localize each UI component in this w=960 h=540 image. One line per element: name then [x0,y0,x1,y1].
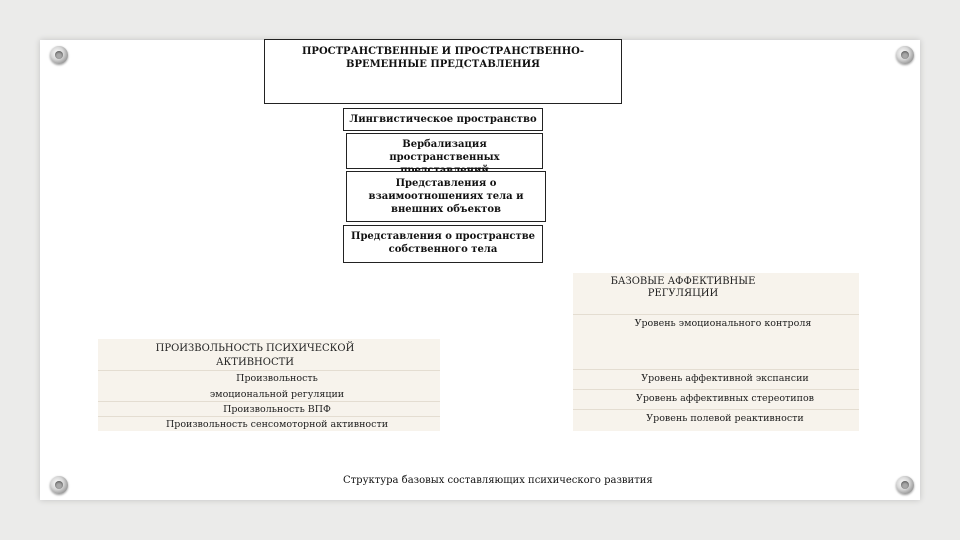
affective-title-line-1: БАЗОВЫЕ АФФЕКТИВНЫЕ [610,276,756,287]
level-4-line-2: собственного тела [388,244,498,255]
voluntary-title-line-1: ПРОИЗВОЛЬНОСТЬ ПСИХИЧЕСКОЙ [155,343,355,354]
pushpin-icon [50,46,68,64]
affective-title-line-2: РЕГУЛЯЦИИ [647,288,719,299]
level-3-line-3: внешних объектов [391,204,501,215]
spatial-representations-title-box [264,39,622,104]
level-box-body-objects [346,171,546,222]
level-1-text: Лингвистическое пространство [349,114,537,125]
figure-caption: Структура базовых составляющих психического развития [343,475,653,486]
level-3-line-1: Представления о [395,178,497,189]
pushpin-icon [896,46,914,64]
divider [573,314,859,315]
affective-item: Уровень аффективной экспансии [641,373,809,384]
level-box-linguistic [343,108,543,131]
affective-item: Уровень полевой реактивности [646,413,804,424]
voluntary-title-line-2: АКТИВНОСТИ [215,357,294,368]
voluntary-item: Произвольность [236,373,318,384]
voluntary-item: эмоциональной регуляции [209,389,345,400]
affective-title [583,276,783,300]
pushpin-icon [50,476,68,494]
divider [98,370,440,371]
voluntary-item: Произвольность ВПФ [223,404,331,415]
voluntary-item: Произвольность сенсомоторной активности [165,419,389,430]
level-4-line-1: Представления о пространстве [351,231,535,242]
voluntary-title [140,342,370,370]
divider [98,401,440,402]
level-3-line-2: взаимоотношениях тела и [368,191,524,202]
title-line-2: ВРЕМЕННЫЕ ПРЕДСТАВЛЕНИЯ [346,59,540,70]
divider [573,409,859,410]
level-2-line-1: Вербализация пространственных [389,139,500,163]
divider [573,369,859,370]
pushpin-icon [896,476,914,494]
level-box-verbalization [346,133,543,169]
level-box-own-body [343,225,543,263]
affective-item: Уровень аффективных стереотипов [635,393,815,404]
title-line-1: ПРОСТРАНСТВЕННЫЕ И ПРОСТРАНСТВЕННО- [301,46,585,57]
divider [98,416,440,417]
affective-item: Уровень эмоционального контроля [634,318,812,329]
divider [573,389,859,390]
